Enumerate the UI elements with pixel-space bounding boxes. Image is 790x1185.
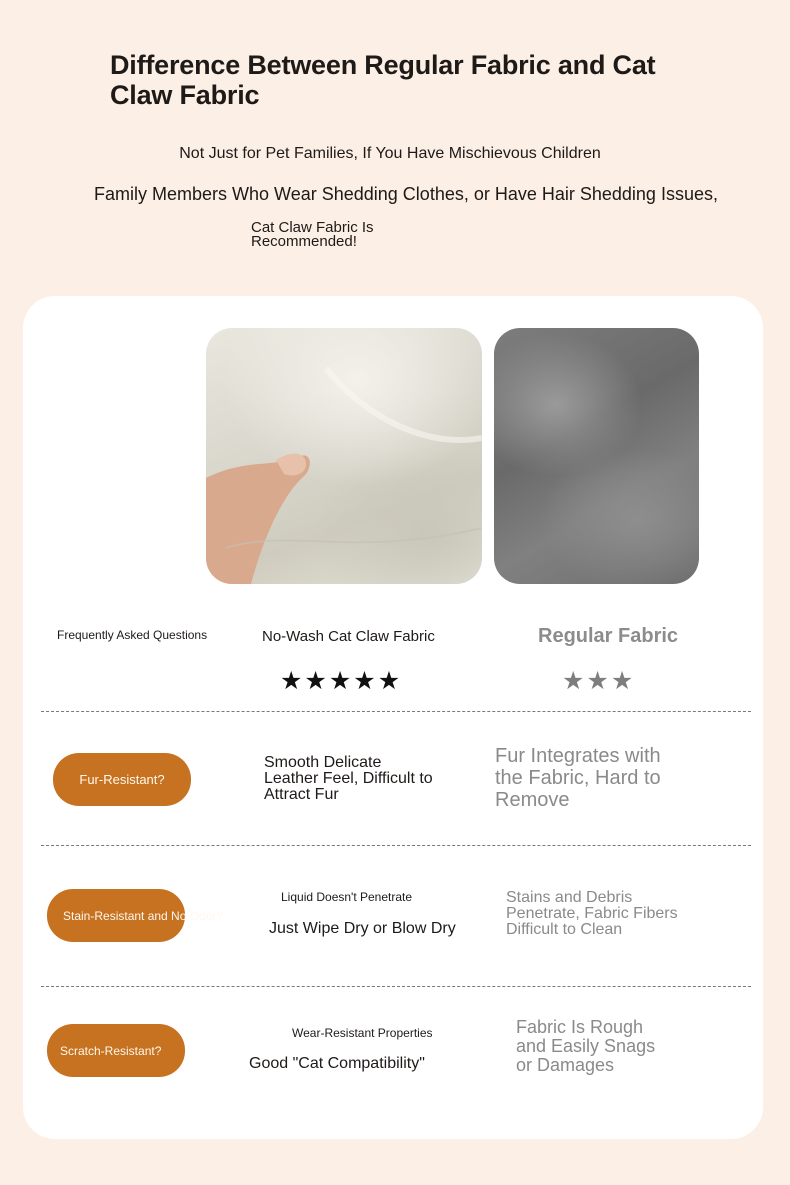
subtitle-line-2: Family Members Who Wear Shedding Clothes, or Have Hair Shedding Issues, xyxy=(94,184,718,204)
star-icon: ★ xyxy=(377,667,401,695)
subtitle-line-1: Not Just for Pet Families, If You Have Mischievous Children xyxy=(179,145,601,162)
regular-rating xyxy=(562,669,633,694)
row-divider xyxy=(41,845,751,846)
cat-claw-subnote-scratch: Wear-Resistant Properties xyxy=(292,1026,433,1040)
page-title: Difference Between Regular Fabric and Cat Claw Fabric xyxy=(110,50,656,110)
column-header-cat-claw: No-Wash Cat Claw Fabric xyxy=(262,628,435,645)
regular-fabric-photo xyxy=(494,328,699,584)
subtitle-line-3: Cat Claw Fabric Is Recommended! xyxy=(251,219,374,250)
star-icon: ★ xyxy=(353,667,376,695)
question-pill-fur: Fur-Resistant? xyxy=(53,753,191,806)
star-icon: ★ xyxy=(586,667,609,695)
star-icon: ★ xyxy=(328,667,352,695)
question-pill-scratch: Scratch-Resistant? xyxy=(47,1024,185,1077)
star-icon: ★ xyxy=(304,667,327,695)
regular-answer-fur: Fur Integrates with the Fabric, Hard to Remove xyxy=(495,745,661,811)
cat-claw-rating xyxy=(280,669,400,694)
cat-claw-answer-stain: Just Wipe Dry or Blow Dry xyxy=(269,920,456,937)
row-divider xyxy=(41,986,751,987)
column-header-faq: Frequently Asked Questions xyxy=(57,628,208,642)
star-icon: ★ xyxy=(280,667,303,695)
star-icon: ★ xyxy=(562,667,585,695)
question-pill-stain: Stain-Resistant and No Odor? xyxy=(47,889,185,942)
column-header-regular: Regular Fabric xyxy=(538,625,679,647)
cat-claw-answer-fur: Smooth Delicate Leather Feel, Difficult to Attract Fur xyxy=(264,754,433,803)
cat-claw-answer-scratch: Good "Cat Compatibility" xyxy=(249,1055,425,1072)
cat-claw-fabric-photo xyxy=(206,328,482,584)
star-icon: ★ xyxy=(610,667,634,695)
regular-answer-stain: Stains and Debris Penetrate, Fabric Fibers Difficult to Clean xyxy=(506,889,678,938)
row-divider xyxy=(41,711,751,712)
regular-answer-scratch: Fabric Is Rough and Easily Snags or Damages xyxy=(516,1017,656,1075)
cat-claw-subnote-stain: Liquid Doesn't Penetrate xyxy=(281,890,413,904)
